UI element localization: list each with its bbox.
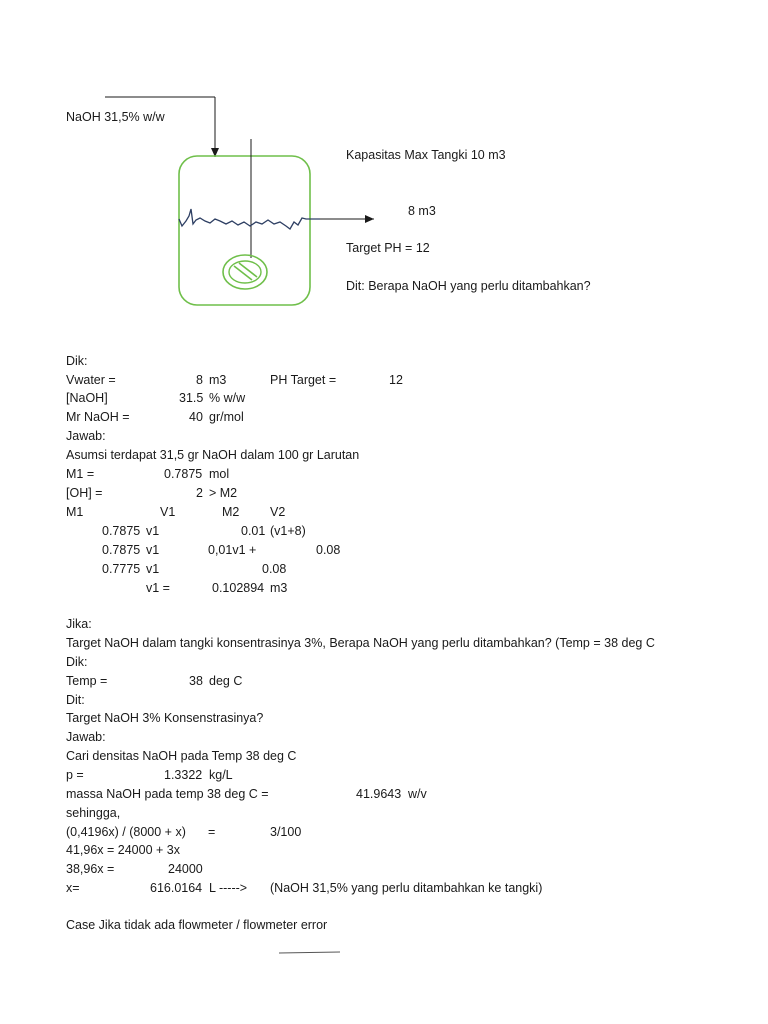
vwater-label: Vwater =: [66, 373, 116, 387]
eq2: 41,96x = 24000 + 3x: [66, 843, 180, 857]
outlet-volume-label: 8 m3: [408, 204, 436, 218]
jawab2-heading: Jawab:: [66, 730, 106, 744]
row2-m2: 0,01v1 +: [208, 543, 257, 557]
inlet-arrow-icon: [105, 97, 215, 157]
v1-result-value: 0.102894: [212, 581, 265, 595]
x-label: x=: [66, 881, 80, 895]
eq1-right: 3/100: [270, 825, 302, 839]
x-unit: L ----->: [209, 881, 248, 895]
density-value: 1.3322: [164, 768, 203, 782]
eq1-left: (0,4196x) / (8000 + x): [66, 825, 186, 839]
mr-value: 40: [189, 410, 203, 424]
row2-m1: 0.7875: [102, 543, 141, 557]
naoh-conc-unit: % w/w: [209, 391, 246, 405]
oh-value: 2: [196, 486, 203, 500]
massa-label: massa NaOH pada temp 38 deg C =: [66, 787, 269, 801]
density-unit: kg/L: [209, 768, 233, 782]
eq3-right: 24000: [168, 862, 203, 876]
liquid-level-line: [179, 209, 320, 229]
row1-v1: v1: [146, 524, 160, 538]
temp-label: Temp =: [66, 674, 108, 688]
part2-question: Target NaOH dalam tangki konsentrasinya 3%, Berapa NaOH yang perlu ditambahkan? (Temp = 38 deg C: [66, 636, 655, 650]
dit-question: Target NaOH 3% Konsenstrasinya?: [66, 711, 264, 725]
massa-value: 41.9643: [356, 787, 402, 801]
temp-value: 38: [189, 674, 203, 688]
v1-result-label: v1 =: [146, 581, 170, 595]
temp-unit: deg C: [209, 674, 243, 688]
m1-label: M1 =: [66, 467, 95, 481]
m1-unit: mol: [209, 467, 230, 481]
dit-heading: Dit:: [66, 693, 85, 707]
x-note: (NaOH 31,5% yang perlu ditambahkan ke tangki): [270, 881, 543, 895]
divider-stroke: [279, 952, 340, 953]
header-v1: V1: [160, 505, 176, 519]
row3-m1: 0.7775: [102, 562, 141, 576]
header-m1: M1: [66, 505, 84, 519]
asumsi-text: Asumsi terdapat 31,5 gr NaOH dalam 100 gr Larutan: [66, 448, 360, 462]
row3-v1: v1: [146, 562, 160, 576]
oh-label: [OH] =: [66, 486, 103, 500]
massa-unit: w/v: [408, 787, 427, 801]
vwater-value: 8: [196, 373, 203, 387]
impeller-icon: [223, 255, 267, 289]
x-value: 616.0164: [150, 881, 203, 895]
inlet-label: NaOH 31,5% w/w: [66, 110, 165, 124]
target-ph-label: Target PH = 12: [346, 241, 430, 255]
row2-v2: 0.08: [316, 543, 341, 557]
header-m2: M2: [222, 505, 240, 519]
naoh-conc-value: 31.5: [179, 391, 204, 405]
ph-target-label: PH Target =: [270, 373, 337, 387]
v1-result-unit: m3: [270, 581, 288, 595]
mr-label: Mr NaOH =: [66, 410, 130, 424]
dik-heading: Dik:: [66, 354, 88, 368]
sehingga-text: sehingga,: [66, 806, 121, 820]
row1-m1: 0.7875: [102, 524, 141, 538]
case-text: Case Jika tidak ada flowmeter / flowmeter error: [66, 918, 328, 932]
jawab-heading: Jawab:: [66, 429, 106, 443]
m1-value: 0.7875: [164, 467, 203, 481]
eq3-left: 38,96x =: [66, 862, 115, 876]
cari-text: Cari densitas NaOH pada Temp 38 deg C: [66, 749, 297, 763]
eq1-equals: =: [208, 825, 216, 839]
vwater-unit: m3: [209, 373, 227, 387]
jika-heading: Jika:: [66, 617, 92, 631]
dik2-heading: Dik:: [66, 655, 88, 669]
tank-capacity-label: Kapasitas Max Tangki 10 m3: [346, 148, 506, 162]
oh-unit: > M2: [209, 486, 238, 500]
mr-unit: gr/mol: [209, 410, 244, 424]
question-label: Dit: Berapa NaOH yang perlu ditambahkan?: [346, 279, 591, 293]
ph-target-value: 12: [389, 373, 403, 387]
row1-v2: (v1+8): [270, 524, 306, 538]
row2-v1: v1: [146, 543, 160, 557]
header-v2: V2: [270, 505, 286, 519]
naoh-conc-label: [NaOH]: [66, 391, 108, 405]
density-label: p =: [66, 768, 84, 782]
row3-value: 0.08: [262, 562, 287, 576]
row1-m2: 0.01: [241, 524, 266, 538]
